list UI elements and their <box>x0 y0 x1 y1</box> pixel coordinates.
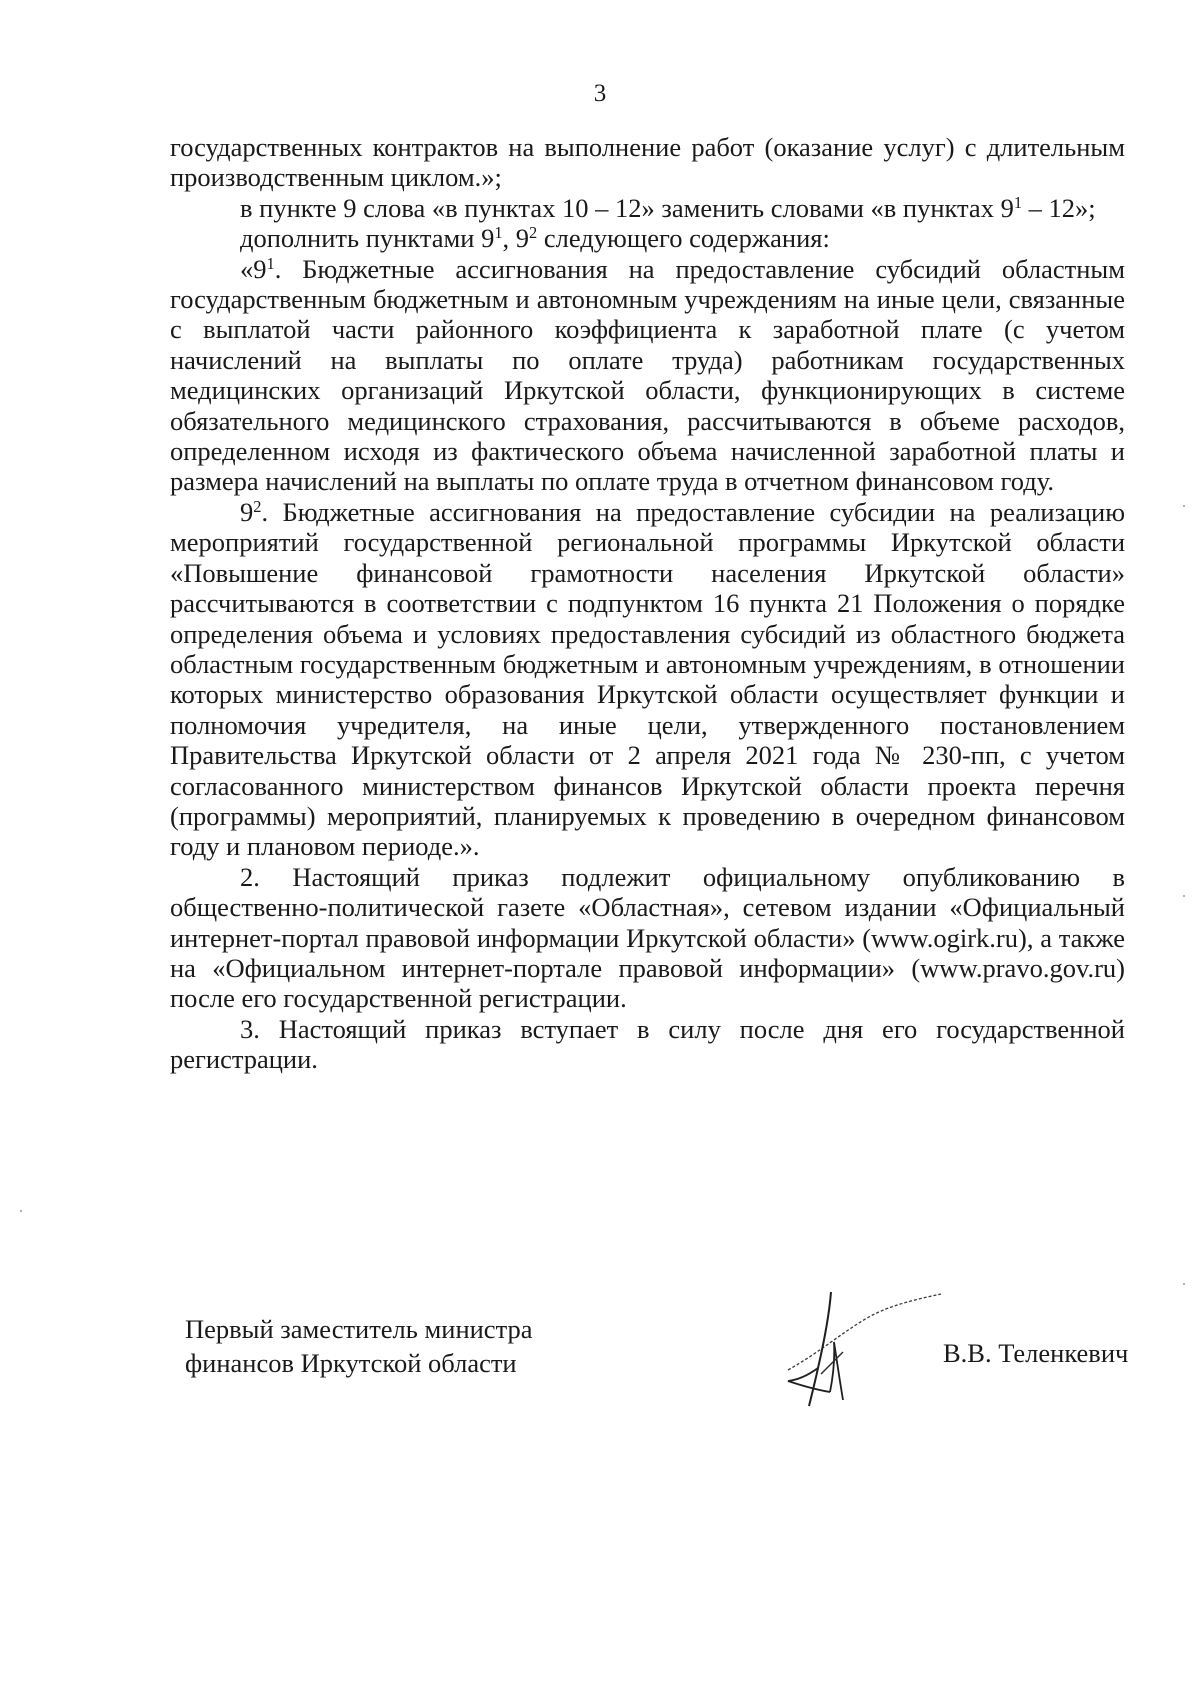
paragraph-publication: 2. Настоящий приказ подлежит официальному опубликованию в общественно-политической газете «Областная», сетевом издании «Официальный интернет-портал правовой информации Иркутской области» (www.ogirk.ru), а также на «Официальном интернет-портале правовой информации» (www.pravo.gov.ru) после его государственной регистрации. <box>170 861 1125 1014</box>
paragraph-continuation: государственных контрактов на выполнение работ (оказание услуг) с длительным производственным циклом.»; <box>170 132 1125 193</box>
paragraph-add-items: дополнить пунктами $9^1$, $9^2$ следующего содержания: <box>240 223 830 254</box>
scan-speck <box>1183 1283 1185 1285</box>
paragraph-item-9-2: $9^2$. Бюджетные ассигнования на предоставление субсидии на реализацию мероприятий государственной региональной программы Иркутской области «Повышение финансовой грамотности населения Иркутской области» рассчитываются в соответствии с подпунктом 16 пункта 21 Положения о порядке определения объема и условиях предоставления субсидий из областного бюджета областным государственным бюджетным и автономным учреждениям, в отношении которых министерство образования Иркутской области осуществляет функции и полномочия учредителя, на иные цели, утвержденного постановлением Правительства Иркутской области от 2 апреля 2021 года № 230-пп, с учетом согласованного министерством финансов Иркутской области проекта перечня (программы) мероприятий, планируемых к проведению в очередном финансовом году и плановом периоде.». <box>170 496 1125 862</box>
signatory-title-line-1: Первый заместитель министра <box>185 1314 533 1344</box>
paragraph-item-9-amendment: в пункте 9 слова «в пунктах 10 – 12» заменить словами «в пунктах $9^1 - 12$»; <box>240 192 1096 223</box>
signatory-title-line-2: финансов Иркутской области <box>185 1348 517 1378</box>
handwritten-signature <box>785 1282 945 1412</box>
signatory-name: В.В. Теленкевич <box>943 1338 1129 1368</box>
scan-speck <box>20 1210 22 1212</box>
document-body <box>170 132 1125 1075</box>
paragraph-effective-date: 3. Настоящий приказ вступает в силу после дня его государственной регистрации. <box>170 1013 1125 1075</box>
paragraph-item-9-1: «$9^1$. Бюджетные ассигнования на предоставление субсидий областным государственным бюджетным и автономным учреждениям на иные цели, связанные с выплатой части районного коэффициента к заработной плате (с учетом начислений на выплаты по оплате труда) работникам государственных медицинских организаций Иркутской области, функционирующих в системе обязательного медицинского страхования, рассчитываются в объеме расходов, определенном исходя из фактического объема начисленной заработной платы и размера начислений на выплаты по оплате труда в отчетном финансовом году. <box>170 253 1125 497</box>
scan-speck <box>1183 505 1185 507</box>
scan-speck <box>1183 895 1185 897</box>
signatory-title <box>185 1312 533 1380</box>
page-number: 3 <box>593 80 607 107</box>
